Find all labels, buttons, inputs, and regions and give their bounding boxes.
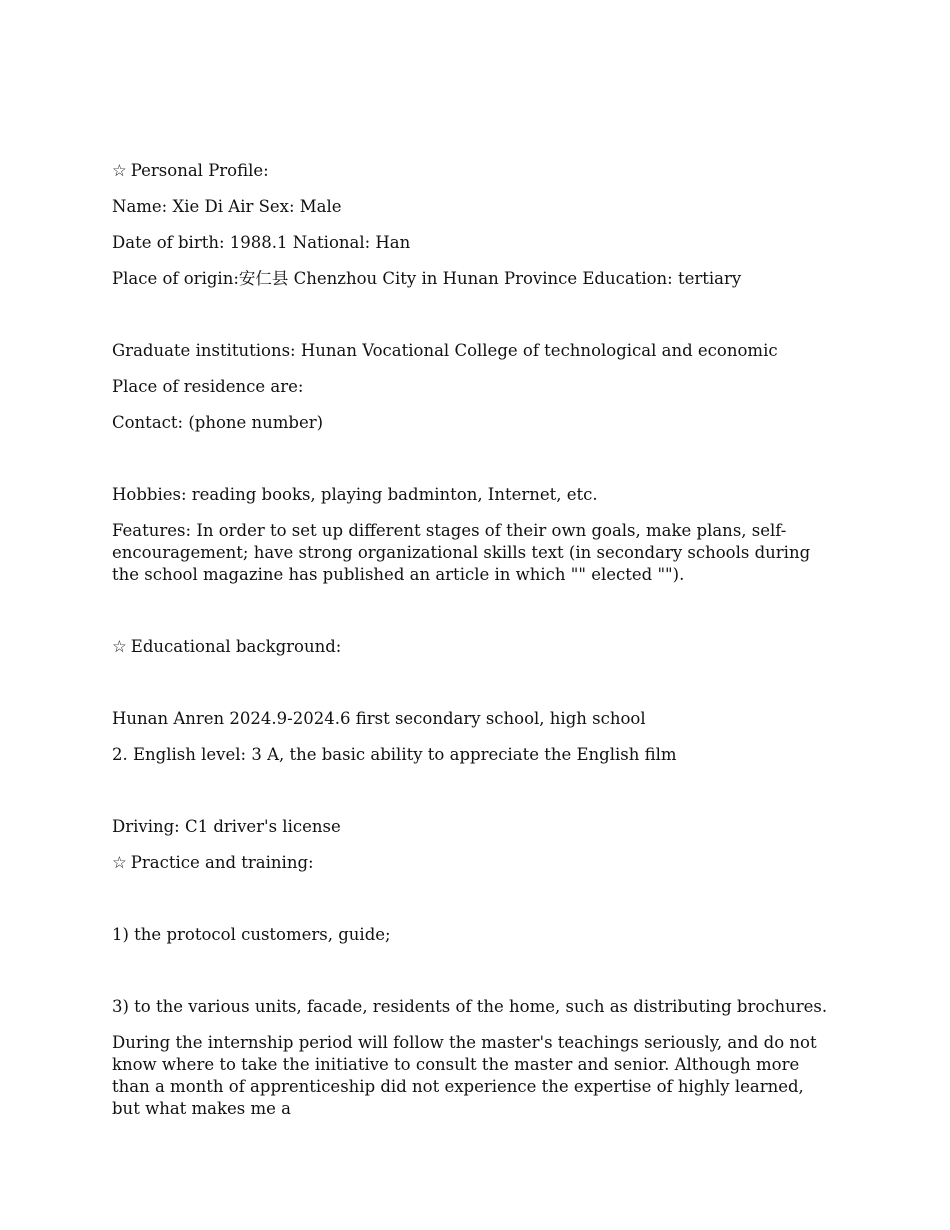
star-icon: ☆	[112, 853, 127, 872]
spacer	[112, 960, 834, 996]
practice-item-1: 1) the protocol customers, guide;	[112, 925, 391, 944]
origin-education-line: Place of origin:安仁县 Chenzhou City in Hunan Province Education: tertiary	[112, 269, 742, 288]
name-sex-line: Name: Xie Di Air Sex: Male	[112, 197, 342, 216]
features-paragraph: Features: In order to set up different stages of their own goals, make plans, self-encouragement; have strong organizational skills text (in secondary schools during the school magazine has published an article in which "" elected "").	[112, 521, 811, 584]
spacer	[112, 780, 834, 816]
practice-item-3: 3) to the various units, facade, residents of the home, such as distributing brochures.	[112, 997, 828, 1016]
birth-national-line: Date of birth: 1988.1 National: Han	[112, 233, 411, 252]
education-heading-text: Educational background:	[130, 637, 342, 656]
residence-line: Place of residence are:	[112, 377, 304, 396]
personal-profile-heading-text: Personal Profile:	[130, 161, 269, 180]
graduate-line: Graduate institutions: Hunan Vocational College of technological and economic	[112, 341, 778, 360]
document-page	[112, 160, 834, 1134]
contact-line: Contact: (phone number)	[112, 413, 324, 432]
star-icon: ☆	[112, 161, 127, 180]
spacer	[112, 448, 834, 484]
school-line: Hunan Anren 2024.9-2024.6 first secondary school, high school	[112, 709, 646, 728]
spacer	[112, 888, 834, 924]
spacer	[112, 672, 834, 708]
practice-heading	[112, 852, 834, 874]
star-icon: ☆	[112, 637, 127, 656]
internship-paragraph: During the internship period will follow the master's teachings seriously, and do not know where to take the initiative to consult the master and senior. Although more than a month of apprenticeship did not experience the expertise of highly learned, but what makes me a	[112, 1033, 817, 1118]
driving-line: Driving: C1 driver's license	[112, 817, 341, 836]
english-level-line: 2. English level: 3 A, the basic ability to appreciate the English film	[112, 745, 677, 764]
personal-profile-heading	[112, 160, 834, 182]
spacer	[112, 600, 834, 636]
spacer	[112, 304, 834, 340]
education-heading	[112, 636, 834, 658]
hobbies-line: Hobbies: reading books, playing badminton, Internet, etc.	[112, 485, 598, 504]
practice-heading-text: Practice and training:	[130, 853, 314, 872]
